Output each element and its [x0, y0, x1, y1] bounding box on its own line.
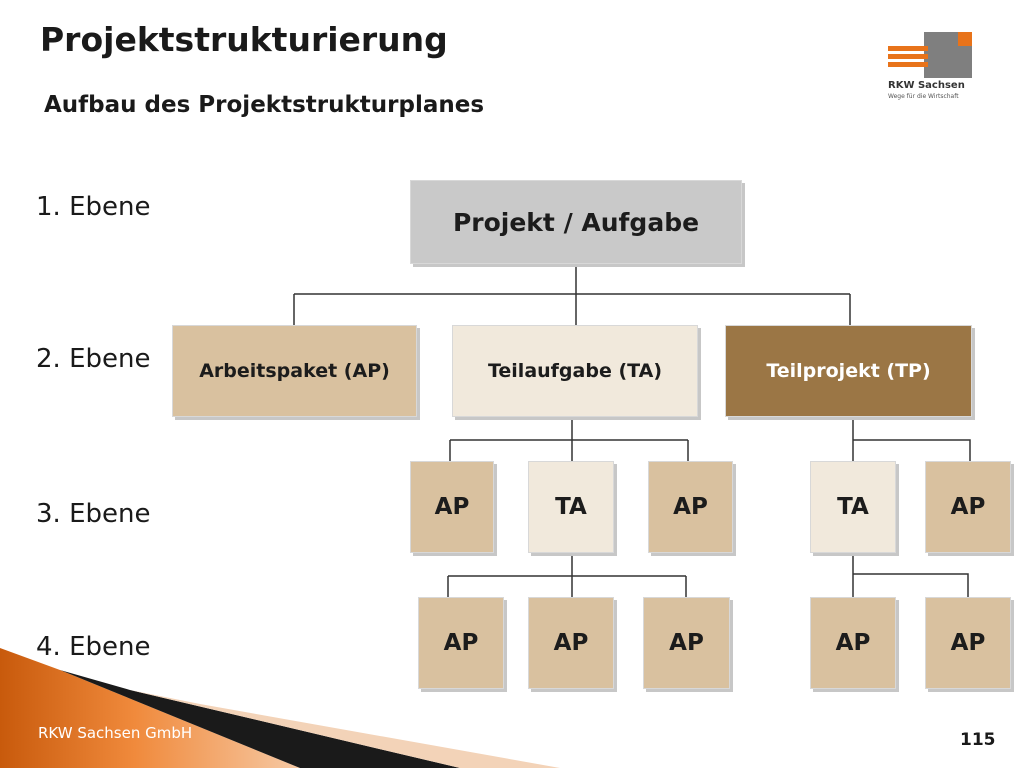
- node-label: AP: [553, 630, 589, 656]
- node-level4-ap-2: [528, 597, 614, 689]
- node-label: AP: [950, 630, 986, 656]
- logo-name: RKW Sachsen: [888, 80, 965, 91]
- node-level2-teilprojekt: [725, 325, 972, 417]
- node-level3-ta-1: [528, 461, 614, 553]
- node-level2-teilaufgabe: [452, 325, 698, 417]
- connector-ta-level4: [448, 556, 686, 598]
- node-label: Arbeitspaket (AP): [199, 360, 390, 382]
- node-label: Teilprojekt (TP): [766, 360, 931, 382]
- node-level3-ap-2: [648, 461, 733, 553]
- node-label: AP: [673, 494, 708, 520]
- node-root: [410, 180, 742, 264]
- connector-root-level2: [294, 266, 850, 326]
- node-label: AP: [835, 630, 871, 656]
- slide-title: Projektstrukturierung: [40, 20, 448, 59]
- node-label: AP: [669, 630, 704, 656]
- page-number: 115: [960, 730, 996, 750]
- footer-company: RKW Sachsen GmbH: [38, 724, 193, 742]
- node-label: AP: [443, 630, 479, 656]
- node-level4-ap-5: [925, 597, 1011, 689]
- level-label-2: 2. Ebene: [36, 344, 151, 374]
- node-label: TA: [555, 494, 587, 520]
- level-label-3: 3. Ebene: [36, 499, 151, 529]
- node-level4-ap-4: [810, 597, 896, 689]
- node-label: Teilaufgabe (TA): [487, 360, 663, 382]
- level-label-1: 1. Ebene: [36, 192, 151, 222]
- connector-tp-level3: [853, 420, 970, 462]
- node-level4-ap-1: [418, 597, 504, 689]
- connector-ta-level3: [450, 420, 688, 462]
- node-label: Projekt / Aufgabe: [452, 207, 700, 237]
- slide-subtitle: Aufbau des Projektstrukturplanes: [44, 92, 485, 118]
- node-level3-ap-3: [925, 461, 1011, 553]
- logo-slogan: Wege für die Wirtschaft: [888, 93, 959, 100]
- level-label-4: 4. Ebene: [36, 632, 151, 662]
- node-level3-ap-1: [410, 461, 494, 553]
- connector-ta2-level4: [853, 556, 968, 598]
- node-level3-ta-2: [810, 461, 896, 553]
- node-label: TA: [837, 494, 869, 520]
- node-level2-arbeitspaket: [172, 325, 417, 417]
- node-level4-ap-3: [643, 597, 730, 689]
- node-label: AP: [434, 494, 470, 520]
- node-label: AP: [950, 494, 986, 520]
